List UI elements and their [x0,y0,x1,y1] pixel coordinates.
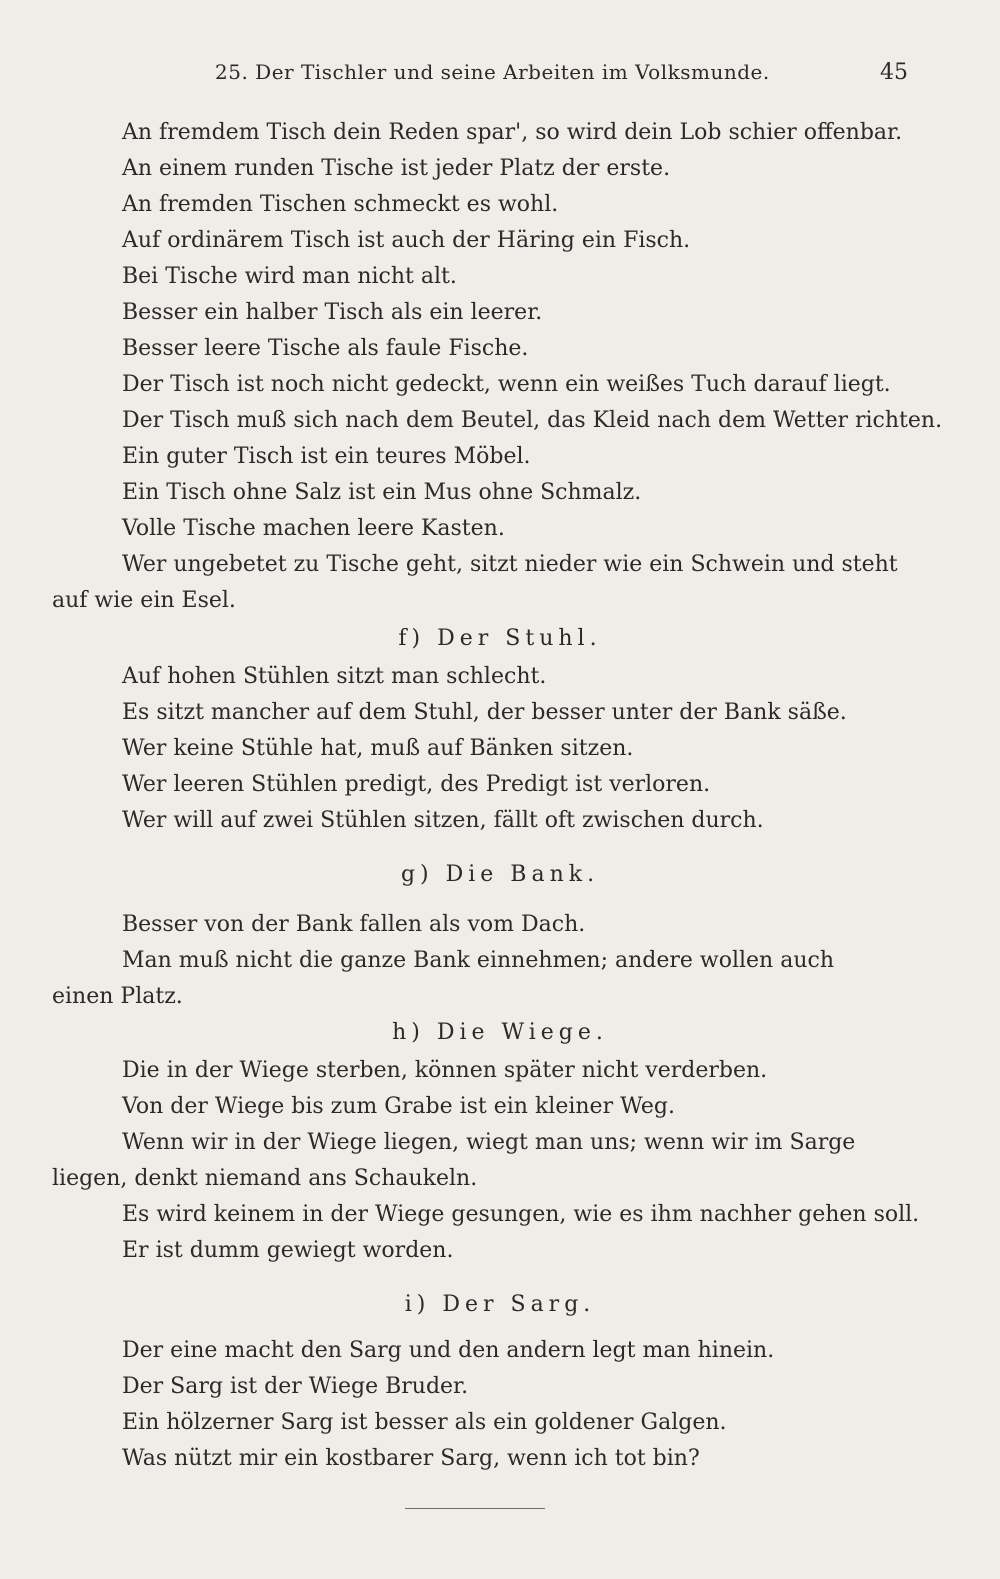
proverb-line: Die in der Wiege sterben, können später nicht verderben. [122,1058,768,1083]
proverb-line: Was nützt mir ein kostbarer Sarg, wenn ich tot bin? [122,1446,700,1471]
proverb-line: Auf hohen Stühlen sitzt man schlecht. [122,664,547,689]
proverb-line: Der eine macht den Sarg und den andern legt man hinein. [122,1338,775,1363]
proverb-line: Wer will auf zwei Stühlen sitzen, fällt oft zwischen durch. [122,808,764,833]
proverb-line-continuation: auf wie ein Esel. [52,588,236,613]
end-rule-divider [405,1508,545,1509]
proverb-line: Er ist dumm gewiegt worden. [122,1238,454,1263]
proverb-line: Bei Tische wird man nicht alt. [122,264,457,289]
proverb-line: Wenn wir in der Wiege liegen, wiegt man uns; wenn wir im Sarge [122,1130,856,1155]
proverb-line-continuation: einen Platz. [52,984,183,1009]
section-heading-bank: g) Die Bank. [400,862,600,887]
proverb-line: Auf ordinärem Tisch ist auch der Häring ein Fisch. [122,228,691,253]
proverb-line: Wer keine Stühle hat, muß auf Bänken sitzen. [122,736,634,761]
proverb-line: Von der Wiege bis zum Grabe ist ein kleiner Weg. [122,1094,675,1119]
page-header [0,60,1000,90]
proverb-line: An einem runden Tische ist jeder Platz der erste. [122,156,671,181]
proverb-line: Es sitzt mancher auf dem Stuhl, der besser unter der Bank säße. [122,700,847,725]
proverb-line: Der Sarg ist der Wiege Bruder. [122,1374,469,1399]
proverb-line: An fremden Tischen schmeckt es wohl. [122,192,559,217]
section-heading-stuhl: f) Der Stuhl. [398,626,602,651]
proverb-line: Besser von der Bank fallen als vom Dach. [122,912,586,937]
section-heading-wiege: h) Die Wiege. [392,1020,608,1045]
proverb-line: Der Tisch ist noch nicht gedeckt, wenn ein weißes Tuch darauf liegt. [122,372,891,397]
proverb-line: Es wird keinem in der Wiege gesungen, wie es ihm nachher gehen soll. [122,1202,920,1227]
page-number: 45 [880,60,908,85]
running-title: 25. Der Tischler und seine Arbeiten im Volksmunde. [215,60,770,84]
proverb-line: Ein Tisch ohne Salz ist ein Mus ohne Schmalz. [122,480,642,505]
proverb-line: An fremdem Tisch dein Reden spar', so wird dein Lob schier offenbar. [122,120,903,145]
proverb-line: Volle Tische machen leere Kasten. [122,516,505,541]
proverb-line: Besser ein halber Tisch als ein leerer. [122,300,543,325]
proverb-line: Man muß nicht die ganze Bank einnehmen; andere wollen auch [122,948,834,973]
proverb-line: Wer leeren Stühlen predigt, des Predigt ist verloren. [122,772,711,797]
proverb-line: Besser leere Tische als faule Fische. [122,336,529,361]
proverb-line: Ein hölzerner Sarg ist besser als ein goldener Galgen. [122,1410,727,1435]
section-heading-sarg: i) Der Sarg. [404,1292,596,1317]
proverb-line: Wer ungebetet zu Tische geht, sitzt nieder wie ein Schwein und steht [122,552,898,577]
proverb-line: Ein guter Tisch ist ein teures Möbel. [122,444,531,469]
proverb-line: Der Tisch muß sich nach dem Beutel, das Kleid nach dem Wetter richten. [122,408,943,433]
proverb-line-continuation: liegen, denkt niemand ans Schaukeln. [52,1166,478,1191]
